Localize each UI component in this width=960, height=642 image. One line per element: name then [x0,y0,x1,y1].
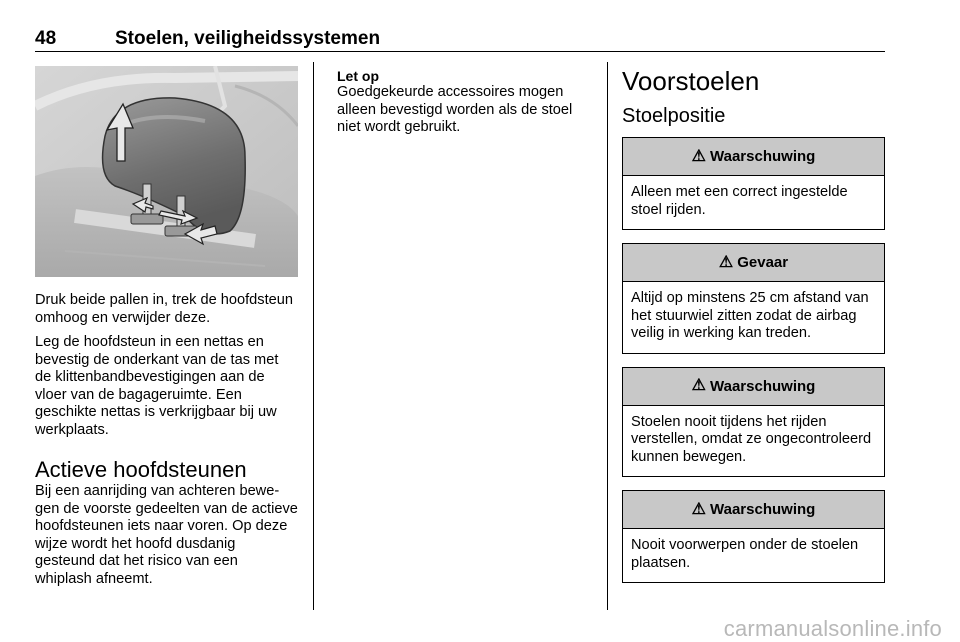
danger-box-title: Gevaar [737,254,789,271]
warning-box [622,137,885,230]
warning-box-title: Waarschuwing [710,148,816,165]
warning-box-header [623,368,884,406]
warning-triangle-icon: ⚠ [691,147,707,165]
danger-box-header [623,244,884,282]
subsection-title-seat-position: Stoelpositie [622,105,726,127]
paragraph-store-headrest: Leg de hoofdsteun in een nettas en bevestig de onderkant van de tas met de klittenbandbevestigingen aan de vloer van de bagageruimte. Een geschikte nettas is verkrijgbaar bij uw werkplaats. [35,334,279,438]
column-divider [313,62,314,610]
warning-box-title: Waarschuwing [710,377,816,395]
warning-triangle-icon: ⚠ [691,377,707,394]
warning-box-text: Nooit voorwerpen onder de stoelen plaatsen. [631,537,859,571]
warning-triangle-icon: ⚠ [718,253,734,271]
chapter-title: Stoelen, veiligheidssystemen [115,28,381,49]
danger-box-text: Altijd op minstens 25 cm afstand van het stuurwiel zitten zodat de airbag veilig in werking kan treden. [631,290,869,341]
warning-box-header [623,491,884,529]
column-right [622,66,885,583]
warning-box-text: Alleen met een correct ingestelde stoel rijden. [631,184,848,218]
section-title-front-seats: Voorstoelen [622,66,760,96]
section-heading-active-headrests: Actieve hoofdsteunen [35,457,247,482]
column-middle [337,68,595,137]
warning-triangle-icon: ⚠ [691,500,707,518]
page-header [35,28,885,52]
note-text: Goedgekeurde accessoires mogen alleen bevestigd worden als de stoel niet wordt gebruikt. [337,84,573,135]
warning-box [622,490,885,583]
column-left [35,66,298,588]
watermark-link[interactable]: carmanualsonline.info [723,616,942,641]
danger-box [622,243,885,354]
paragraph-remove-headrest: Druk beide pallen in, trek de hoofdsteun omhoog en verwijder deze. [35,292,293,326]
paragraph-active-headrests: Bij een aanrijding van achteren bewegen de voorste gedeelten van de actieve hoofdsteunen iets naar voren. Op deze wijze wordt het hoofd dusdanig gesteund dat het risico van een whiplash afneemt. [35,483,298,587]
column-divider [607,62,608,610]
headrest-drawing [35,66,298,277]
page-number: 48 [35,28,57,49]
warning-box-text: Stoelen nooit tijdens het rijden verstellen, omdat ze ongecontroleerd kunnen bewegen. [631,413,872,465]
warning-box-title: Waarschuwing [710,501,816,518]
note-title: Let op [337,68,379,84]
warning-box [622,367,885,478]
warning-box-header [623,138,884,176]
headrest-illustration [35,66,298,277]
